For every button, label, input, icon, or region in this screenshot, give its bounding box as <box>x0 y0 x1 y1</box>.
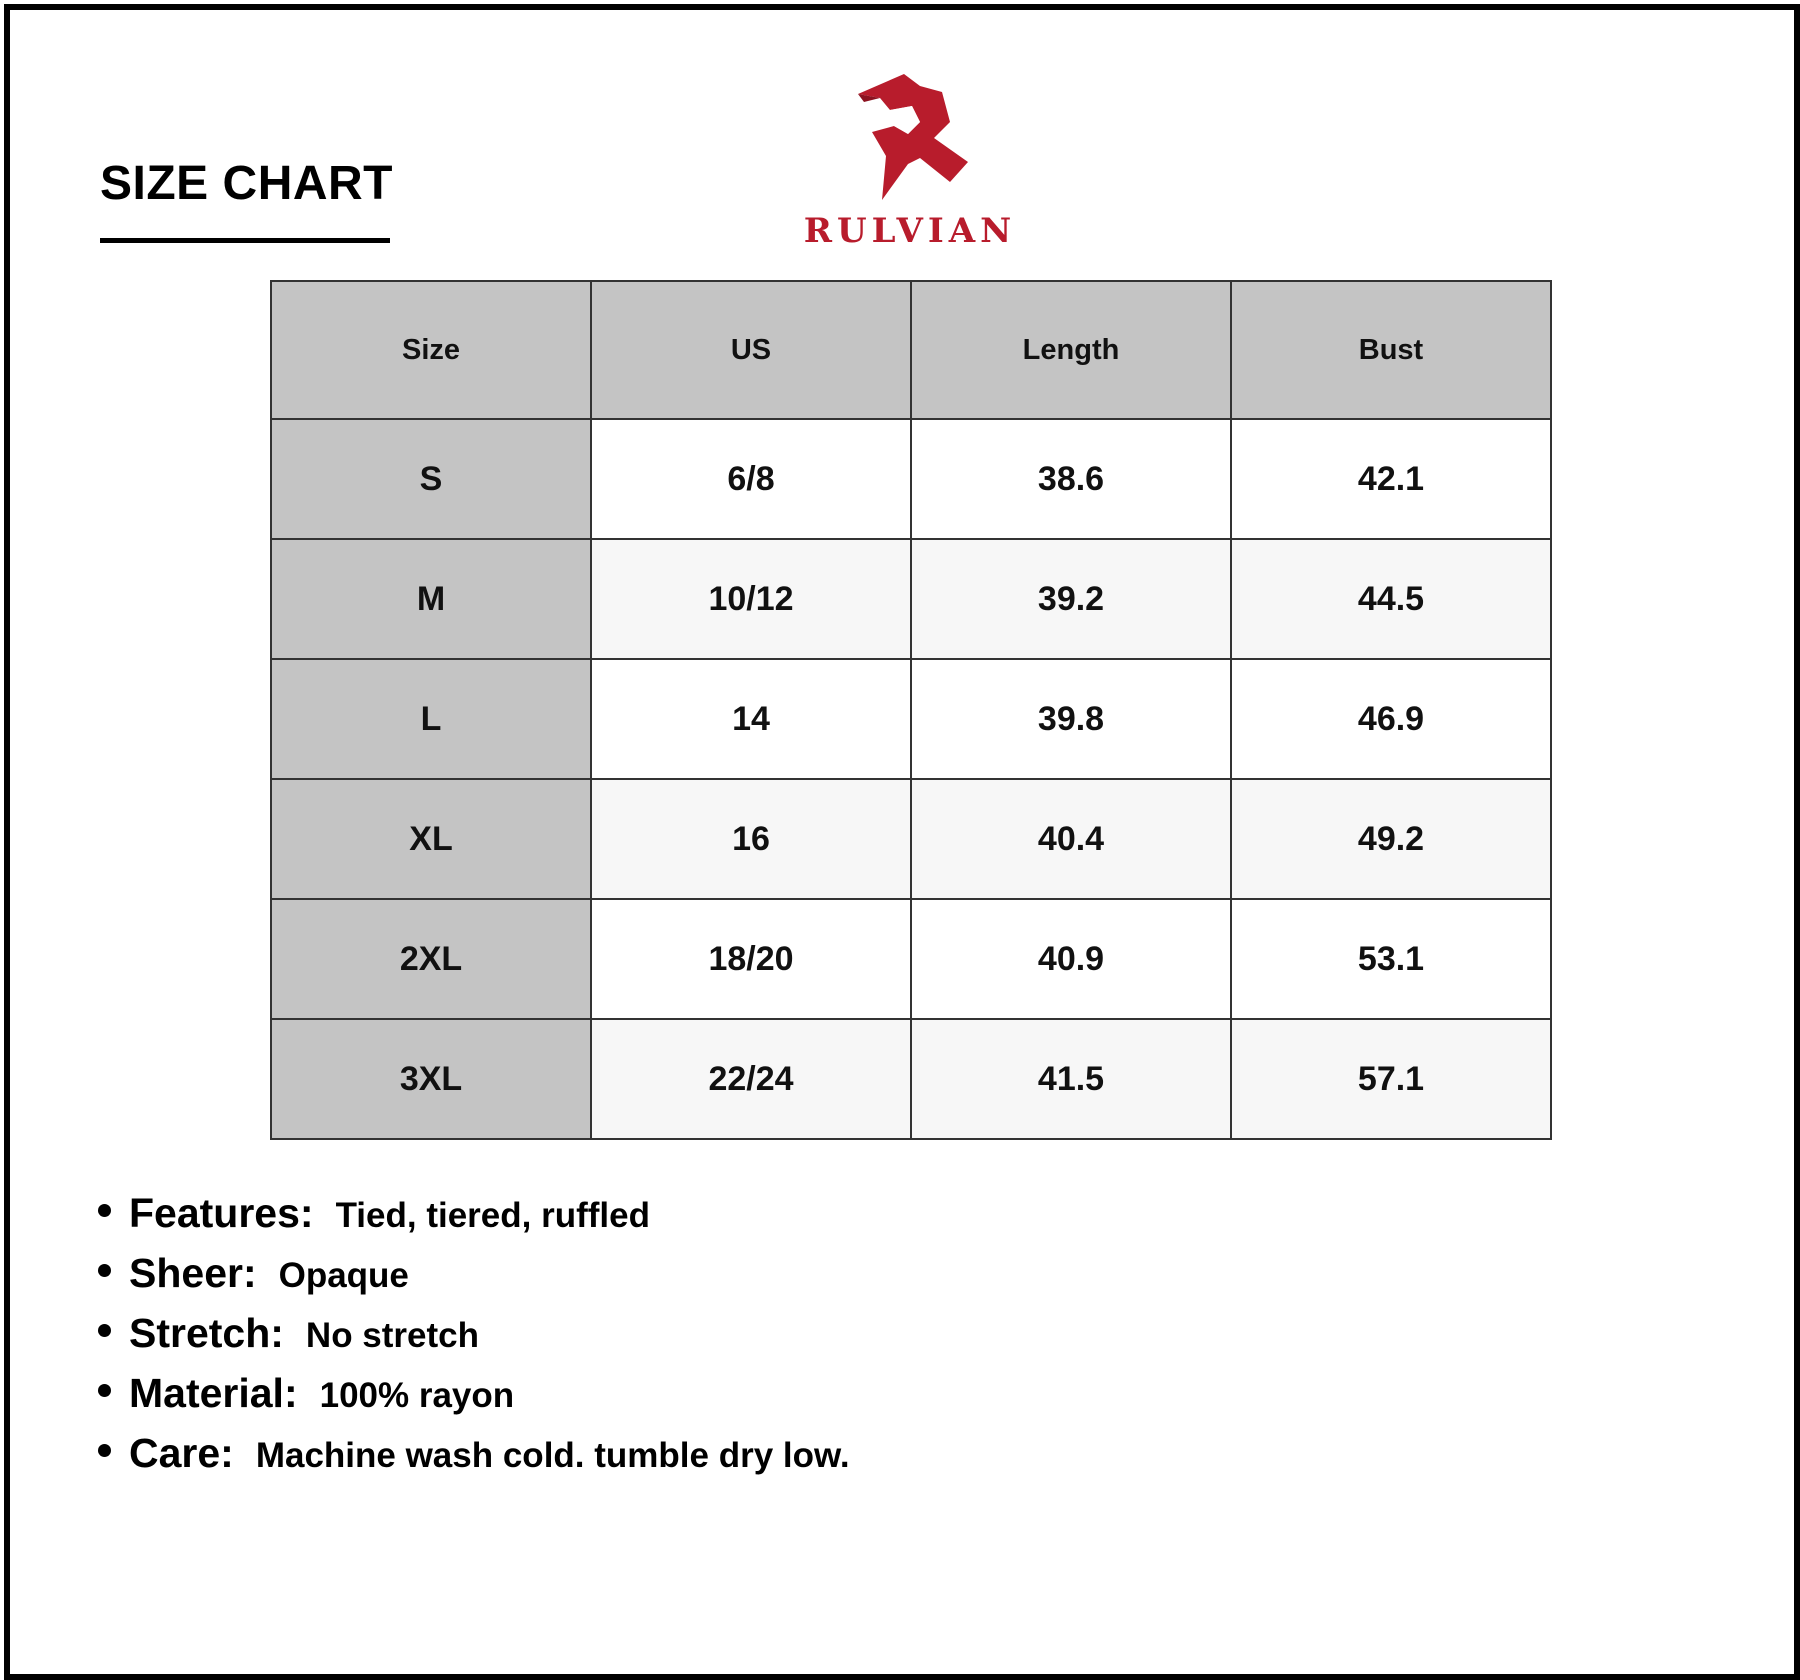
bust-cell: 44.5 <box>1231 539 1551 659</box>
table-row <box>271 659 1551 779</box>
spec-value: 100% rayon <box>319 1376 515 1415</box>
header-size: Size <box>271 281 591 419</box>
length-cell: 39.8 <box>911 659 1231 779</box>
size-cell: XL <box>271 779 591 899</box>
size-cell: 3XL <box>271 1019 591 1139</box>
title-underline <box>100 238 390 243</box>
table-header-row <box>271 281 1551 419</box>
size-cell: 2XL <box>271 899 591 1019</box>
spec-stretch <box>98 1310 850 1370</box>
length-cell: 38.6 <box>911 419 1231 539</box>
spec-label: Features: <box>129 1190 314 1236</box>
us-cell: 10/12 <box>591 539 911 659</box>
bust-cell: 53.1 <box>1231 899 1551 1019</box>
bust-cell: 57.1 <box>1231 1019 1551 1139</box>
spec-sheer <box>98 1250 850 1310</box>
table-row <box>271 899 1551 1019</box>
size-cell: M <box>271 539 591 659</box>
spec-label: Care: <box>129 1430 234 1476</box>
bust-cell: 49.2 <box>1231 779 1551 899</box>
spec-value: No stretch <box>305 1316 480 1355</box>
us-cell: 18/20 <box>591 899 911 1019</box>
page-title: SIZE CHART <box>100 157 393 210</box>
table-row <box>271 1019 1551 1139</box>
brand-name: RULVIAN <box>803 211 1017 251</box>
spec-value: Opaque <box>278 1256 409 1295</box>
table-row <box>271 539 1551 659</box>
size-cell: S <box>271 419 591 539</box>
bullet-icon <box>98 1204 111 1217</box>
bust-cell: 42.1 <box>1231 419 1551 539</box>
us-cell: 6/8 <box>591 419 911 539</box>
bullet-icon <box>98 1324 111 1337</box>
us-cell: 16 <box>591 779 911 899</box>
us-cell: 14 <box>591 659 911 779</box>
spec-label: Sheer: <box>129 1250 257 1296</box>
header-us: US <box>591 281 911 419</box>
size-chart-table <box>270 280 1552 1140</box>
bullet-icon <box>98 1444 111 1457</box>
page-frame <box>4 4 1800 1680</box>
brand-logo <box>790 72 1030 262</box>
header-length: Length <box>911 281 1231 419</box>
table-row <box>271 779 1551 899</box>
length-cell: 41.5 <box>911 1019 1231 1139</box>
table-row <box>271 419 1551 539</box>
bullet-icon <box>98 1264 111 1277</box>
length-cell: 40.9 <box>911 899 1231 1019</box>
spec-features <box>98 1190 850 1250</box>
length-cell: 39.2 <box>911 539 1231 659</box>
rulvian-r-logo-icon <box>850 72 970 202</box>
spec-value: Tied, tiered, ruffled <box>335 1196 650 1235</box>
size-cell: L <box>271 659 591 779</box>
spec-label: Stretch: <box>129 1310 284 1356</box>
spec-care <box>98 1430 850 1490</box>
spec-label: Material: <box>129 1370 298 1416</box>
header-bust: Bust <box>1231 281 1551 419</box>
bust-cell: 46.9 <box>1231 659 1551 779</box>
us-cell: 22/24 <box>591 1019 911 1139</box>
bullet-icon <box>98 1384 111 1397</box>
length-cell: 40.4 <box>911 779 1231 899</box>
product-specs-list <box>98 1190 850 1490</box>
spec-value: Machine wash cold. tumble dry low. <box>255 1436 850 1475</box>
spec-material <box>98 1370 850 1430</box>
